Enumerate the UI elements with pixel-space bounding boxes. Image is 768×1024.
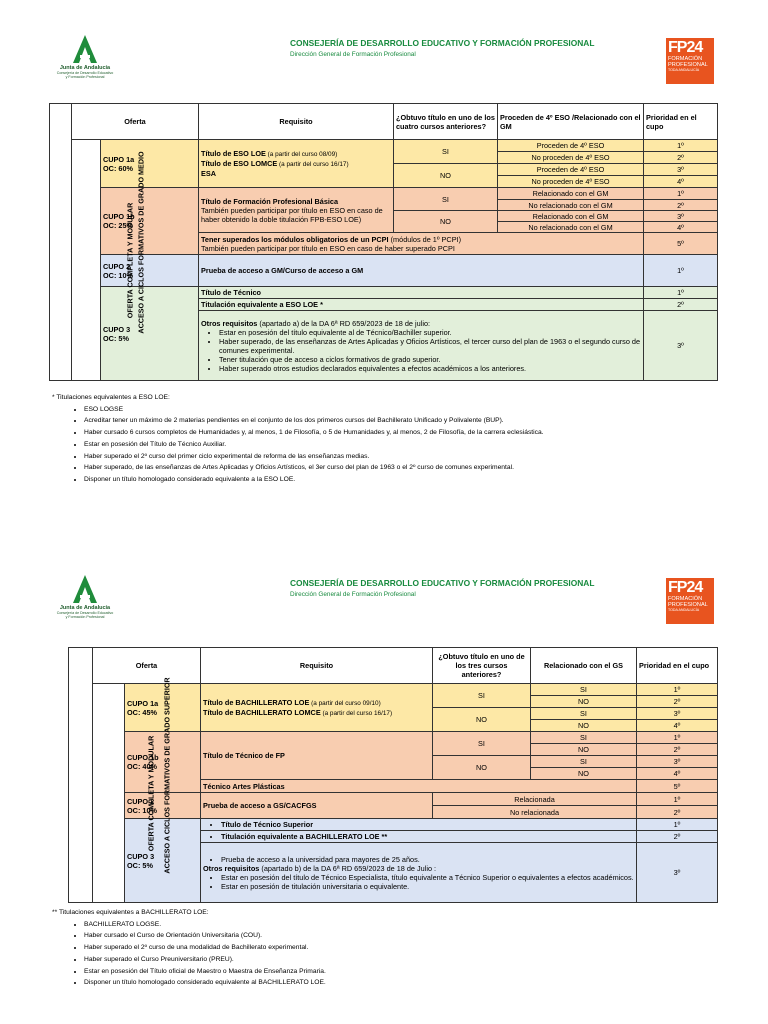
prio-cell: 1º	[637, 793, 718, 806]
req-3-tecnico	[201, 819, 637, 831]
logo-sub: Consejería de Desarrollo Educativo	[56, 611, 114, 615]
list-item: • Estar en posesión de titulación universitaria o equivalente.	[221, 882, 634, 891]
list-item: • Tener titulación que de acceso a ciclos formativos de grado superior.	[219, 355, 641, 364]
mod-label: OFERTA COMPLETA Y MODULAR	[93, 684, 125, 903]
prio-cell: 3º	[637, 756, 718, 768]
col-obtuvo: ¿Obtuvo título en uno de los cuatro cursos anteriores?	[394, 104, 498, 140]
obtuvo-no: NO	[433, 708, 531, 732]
req-3-otros: • Prueba de acceso a la universidad para mayores de 25 años. Otros requisitos (apartado b) de la DA 6ª RD 659/2023 de 18 de Julio : • Estar en posesión del título de Técnico Especialista, título equivalente a Técnico Superior o equivalentes a efectos académicos. • Estar en posesión de titulación universitaria o equivalente.	[201, 843, 637, 903]
col-prioridad: Prioridad en el cupo	[637, 648, 718, 684]
req-3-tecnico: Título de Técnico	[199, 287, 644, 299]
prio-cell: 3º	[637, 843, 718, 903]
page-header-2	[0, 574, 768, 634]
fp-big: FP24	[668, 39, 703, 56]
rel-cell: Relacionada	[433, 793, 637, 806]
col-requisito: Requisito	[199, 104, 394, 140]
col-prioridad: Prioridad en el cupo	[644, 104, 718, 140]
logo-sub: y Formación Profesional	[65, 615, 105, 620]
rel-cell: SI	[531, 756, 637, 768]
obtuvo-no: NO	[394, 164, 498, 188]
req-3-equiv: Titulación equivalente a ESO LOE *	[199, 299, 644, 311]
rel-cell: NO	[531, 720, 637, 732]
fp-line: FORMACIÓN	[668, 56, 703, 62]
list-item: • Disponer un título homologado considerado equivalente al BACHILLERATO LOE.	[84, 977, 326, 989]
fp-line: TODA ANDALUCÍA	[668, 68, 700, 72]
junta-a-icon	[70, 34, 100, 64]
req-1b: Título de Técnico de FP	[201, 732, 433, 780]
obtuvo-si: SI	[433, 684, 531, 708]
list-item: • Haber superado el Curso Preuniversitario (PREU).	[84, 954, 326, 966]
consejeria-title: CONSEJERÍA DE DESARROLLO EDUCATIVO Y FORMACIÓN PROFESIONAL	[290, 578, 595, 588]
rel-cell: No relacionada	[433, 806, 637, 819]
prio-cell: 5º	[644, 233, 718, 255]
fp-line: PROFESIONAL	[668, 602, 708, 608]
notes-title: * Titulaciones equivalentes a ESO LOE:	[52, 394, 170, 401]
obtuvo-no: NO	[394, 211, 498, 233]
rel-cell: NO	[531, 768, 637, 780]
consejeria-title: CONSEJERÍA DE DESARROLLO EDUCATIVO Y FORMACIÓN PROFESIONAL	[290, 38, 595, 48]
col-relacionado: Relacionado con el GS	[531, 648, 637, 684]
req-3-list	[201, 328, 641, 373]
cupo-1a: CUPO 1a OC: 60%	[101, 140, 199, 188]
col-requisito: Requisito	[201, 648, 433, 684]
list-item: • Haber cursado el Curso de Orientación Universitaria (COU).	[84, 930, 326, 942]
prio-cell: 2º	[644, 152, 718, 164]
list-item: • Haber superado, de las enseñanzas de Artes Aplicadas y Oficios Artísticos, el tercer curso del plan de 1963 o el segundo curso de comunes experimental.	[219, 337, 641, 355]
prio-cell: 1º	[644, 255, 718, 287]
cupo-3: CUPO 3 OC: 5%	[101, 287, 199, 381]
cupo-1a: CUPO 1a OC: 45%	[125, 684, 201, 732]
logo-name: Junta de Andalucía	[59, 605, 111, 611]
list-item: • Haber superado el 2º curso de una modalidad de Bachillerato experimental.	[84, 942, 326, 954]
rel-cell: Relacionado con el GM	[498, 188, 644, 200]
obtuvo-si: SI	[394, 188, 498, 211]
req-3-otros: Otros requisitos (apartado a) de la DA 6ª RD 659/2023 de 18 de julio: • Estar en posesión del título equivalente al de Técnico/Bachiller superior. • Haber superado, de las enseñanzas de Artes Aplicadas y Oficios Artísticos, el tercer curso del plan de 1963 o el segundo curso de comunes experimental. • Tener titulación que de acceso a ciclos formativos de grado superior. • Haber superado otros estudios declarados equivalentes a efectos académicos a los anteriores.	[199, 311, 644, 381]
logo-sub: y Formación Profesional	[65, 75, 105, 80]
prio-cell: 2º	[644, 200, 718, 211]
prio-cell: 2º	[637, 696, 718, 708]
rel-cell: SI	[531, 732, 637, 744]
list-item: • ESO LOGSE	[84, 404, 544, 416]
rel-cell: SI	[531, 708, 637, 720]
obtuvo-si: SI	[394, 140, 498, 164]
prio-cell: 4º	[644, 222, 718, 233]
notes-bachillerato	[52, 907, 326, 989]
proc-cell: No proceden de 4º ESO	[498, 152, 644, 164]
cupo-1b: CUPO 1b OC: 25%	[101, 188, 199, 255]
prio-cell: 2º	[637, 744, 718, 756]
col-obtuvo: ¿Obtuvo título en uno de los tres cursos anteriores?	[433, 648, 531, 684]
list-item: • Haber superado, de las enseñanzas de Artes Aplicadas y Oficios Artísticos, el 3er curso del plan de 1963 o el 2º curso de comunes experimental.	[84, 462, 544, 474]
list-item: • Estar en posesión del Título oficial de Maestro o Maestra de Enseñanza Primaria.	[84, 966, 326, 978]
fp-line: TODA ANDALUCÍA	[668, 608, 700, 612]
prio-cell: 4º	[637, 768, 718, 780]
cupo-2: CUPO 2 OC: 10%	[101, 255, 199, 287]
prio-cell: 5º	[637, 780, 718, 793]
list-item: • Haber superado el 2º curso del primer ciclo experimental de reforma de las enseñanzas medias.	[84, 451, 544, 463]
fp-line: FORMACIÓN	[668, 596, 703, 602]
cupo-1b: CUPO 1b OC: 40%	[125, 732, 201, 793]
junta-logo	[50, 574, 120, 619]
req-1a: Título de ESO LOE (a partir del curso 08/09) Título de ESO LOMCE (a partir del curso 16/17) ESA	[199, 140, 394, 188]
list-item: • Estar en posesión del título equivalente al de Técnico/Bachiller superior.	[219, 328, 641, 337]
prio-cell: 1º	[637, 684, 718, 696]
rel-cell: NO	[531, 744, 637, 756]
list-item: • Haber superado otros estudios declarados equivalentes a efectos académicos a los anteriores.	[219, 364, 641, 373]
list-item: • Acreditar tener un máximo de 2 materias pendientes en el conjunto de los dos primeros cursos del Bachillerato Unificado y Polivalente (BUP).	[84, 415, 544, 427]
prio-cell: 1º	[644, 287, 718, 299]
proc-cell: No proceden de 4º ESO	[498, 176, 644, 188]
prio-cell: 1º	[637, 819, 718, 831]
list-item: • Disponer un título homologado considerado equivalente a la ESO LOE.	[84, 474, 544, 486]
fp-line: PROFESIONAL	[668, 62, 708, 68]
list-item: • BACHILLERATO LOGSE.	[84, 919, 326, 931]
prio-cell: 4º	[644, 176, 718, 188]
junta-logo	[50, 34, 120, 79]
obtuvo-si: SI	[433, 732, 531, 756]
fp24-logo	[666, 38, 714, 84]
mod-label: OFERTA COMPLETA Y MODULAR	[72, 140, 101, 381]
col-oferta: Oferta	[72, 104, 199, 140]
list-item: • Estar en posesión del título de Técnico Especialista, título equivalente a Técnico Superior o equivalentes a efectos académicos.	[221, 873, 634, 882]
prio-cell: 2º	[637, 831, 718, 843]
notes-title: ** Titulaciones equivalentes a BACHILLERATO LOE:	[52, 909, 209, 916]
side-label: ACCESO A CICLOS FORMATIVOS DE GRADO MEDIO	[50, 104, 72, 381]
notes-list	[52, 919, 326, 989]
req-2: Prueba de acceso a GS/CACFGS	[201, 793, 433, 819]
list-item: • Prueba de acceso a la universidad para mayores de 25 años.	[221, 855, 634, 864]
fp24-logo	[666, 578, 714, 624]
prio-cell: 3º	[644, 211, 718, 222]
page-header-1	[0, 34, 768, 94]
req-1a: Título de BACHILLERATO LOE (a partir del curso 09/10) Título de BACHILLERATO LOMCE (a partir del curso 16/17)	[201, 684, 433, 732]
prio-cell: 4º	[637, 720, 718, 732]
direccion-general: Dirección General de Formación Profesional	[290, 51, 416, 58]
req-1b: Título de Formación Profesional Básica También pueden participar por título en ESO en caso de haber obtenido la doble titulación FPB-ESO LOE)	[199, 188, 394, 233]
list-item: • Estar en posesión del Título de Técnico Auxiliar.	[84, 439, 544, 451]
fp-big: FP24	[668, 579, 703, 596]
req-2: Prueba de acceso a GM/Curso de acceso a GM	[199, 255, 644, 287]
prio-cell: 2º	[644, 299, 718, 311]
notes-list	[52, 404, 544, 486]
col-proceden: Proceden de 4º ESO /Relacionado con el GM	[498, 104, 644, 140]
logo-sub: Consejería de Desarrollo Educativo	[56, 71, 114, 75]
cupo-2: CUPO 2 OC: 10%	[125, 793, 201, 819]
req-3-list	[203, 873, 634, 891]
prio-cell: 3º	[637, 708, 718, 720]
req-pcpi: Tener superados los módulos obligatorios de un PCPI (módulos de 1º PCPI) También pueden participar por título en ESO en caso de haber superado PCPI	[199, 233, 644, 255]
req-artes: Técnico Artes Plásticas	[201, 780, 637, 793]
rel-cell: No relacionado con el GM	[498, 200, 644, 211]
side-label: ACCESO A CICLOS FORMATIVOS DE GRADO SUPERIOR	[69, 648, 93, 903]
col-oferta: Oferta	[93, 648, 201, 684]
rel-cell: Relacionado con el GM	[498, 211, 644, 222]
grado-medio-table	[49, 103, 718, 381]
rel-cell: No relacionado con el GM	[498, 222, 644, 233]
list-item: • Haber cursado 6 cursos completos de Humanidades y, al menos, 1 de Filosofía, o 5 de Humanidades y, al menos, 2 de Filosofía, de la carrera eclesiástica.	[84, 427, 544, 439]
prio-cell: 2º	[637, 806, 718, 819]
list-item: • Título de Técnico Superior	[221, 820, 634, 829]
cupo-3: CUPO 3 OC: 5%	[125, 819, 201, 903]
obtuvo-no: NO	[433, 756, 531, 780]
prio-cell: 3º	[644, 164, 718, 176]
prio-cell: 1º	[644, 140, 718, 152]
req-3-equiv	[201, 831, 637, 843]
prio-cell: 1º	[644, 188, 718, 200]
proc-cell: Proceden de 4º ESO	[498, 164, 644, 176]
prio-cell: 3º	[644, 311, 718, 381]
proc-cell: Proceden de 4º ESO	[498, 140, 644, 152]
rel-cell: SI	[531, 684, 637, 696]
rel-cell: NO	[531, 696, 637, 708]
prio-cell: 1º	[637, 732, 718, 744]
list-item: • Titulación equivalente a BACHILLERATO LOE **	[221, 832, 634, 841]
notes-eso	[52, 392, 544, 486]
direccion-general: Dirección General de Formación Profesional	[290, 591, 416, 598]
grado-superior-table	[68, 647, 718, 903]
junta-a-icon	[70, 574, 100, 604]
logo-name: Junta de Andalucía	[59, 65, 111, 71]
